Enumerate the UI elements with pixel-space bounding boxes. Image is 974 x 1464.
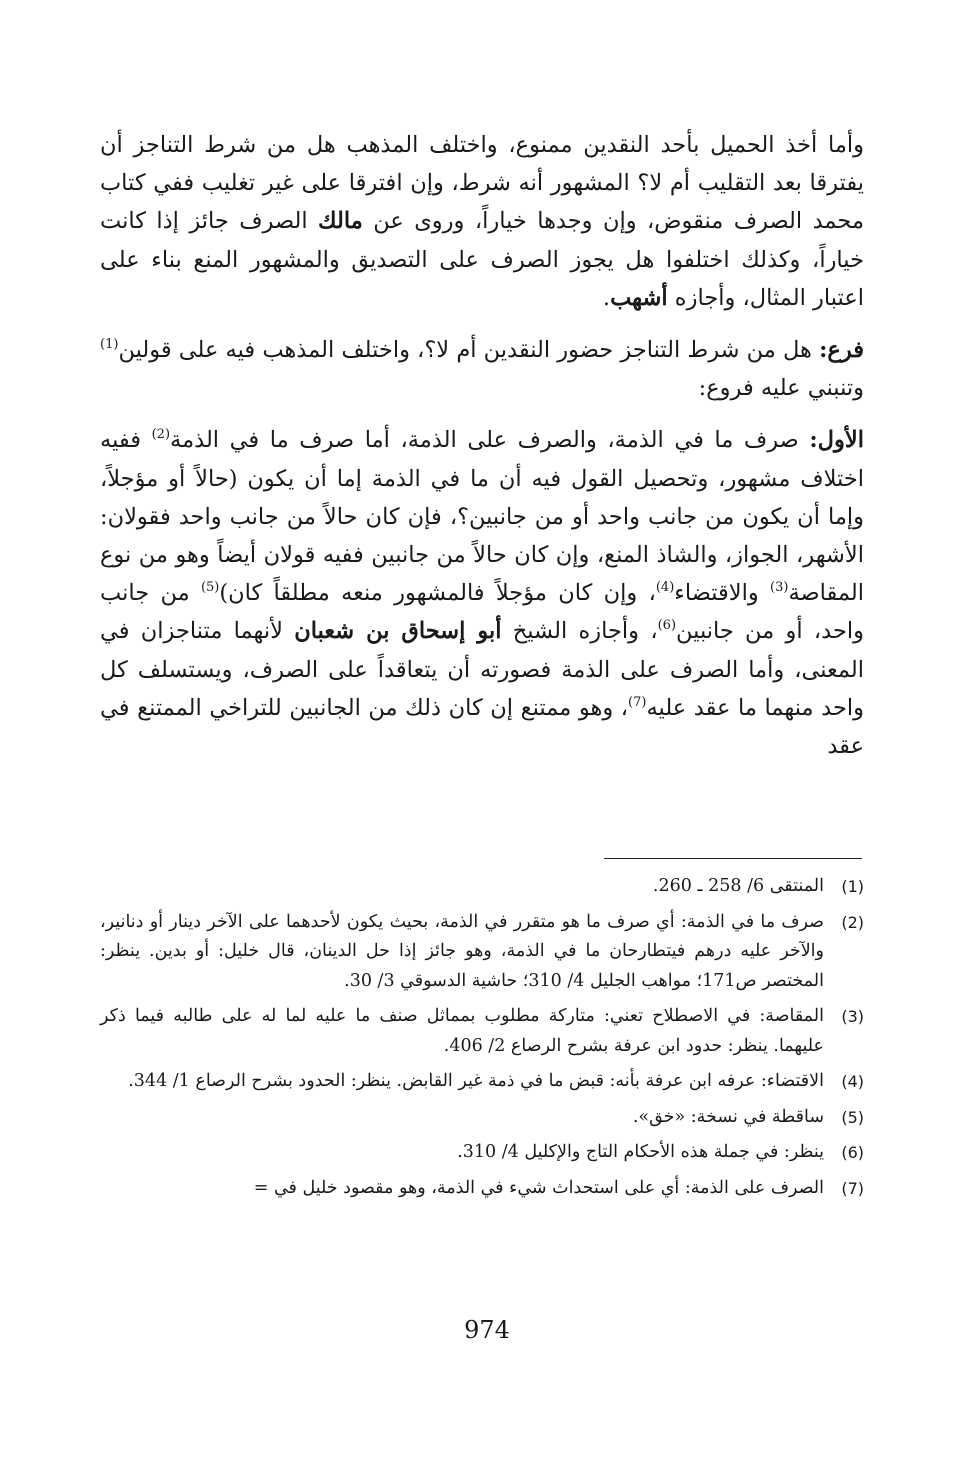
footnote-ref[interactable]: (5) [200, 580, 220, 596]
footnote-ref[interactable]: (3) [770, 580, 789, 596]
footnote-text: المقاصة: في الاصطلاح تعني: متاركة مطلوب بمماثل صنف ما عليه لما له على طالبه فيما ذكر عليهما. ينظر: حدود ابن عرفة بشرح الرصاع 2/ 406. [100, 1006, 824, 1056]
footnote-item [100, 1067, 864, 1097]
footnote-item [100, 1138, 864, 1168]
text-run: ، وأجازه الشيخ [501, 618, 658, 645]
footnote-item [100, 908, 864, 997]
text-run: لأنهما متناجزان في المعنى، وأما الصرف على الذمة فصورته أن يتعاقداً على الصرف، ويستسلف كل واحد منهما ما عقد عليه [100, 618, 864, 721]
footnote-number: (2) [841, 912, 864, 932]
text-run: وتنبني عليه فروع: [698, 375, 864, 402]
text-run: وأما أخذ الحميل بأحد النقدين ممنوع، واختلف المذهب هل من شرط التناجز أن يفترقا بعد التقليب أم لا؟ المشهور أنه شرط، وإن افترقا على غير تغليب ففي كتاب محمد الصرف منقوض، وإن وجدها خياراً، وروى عن [100, 132, 864, 235]
footnote-ref[interactable]: (4) [655, 580, 675, 596]
footnote-number: (1) [841, 877, 864, 896]
paragraph-2 [100, 331, 864, 407]
text-run: ، وإن كان مؤجلاً فالمشهور منعه مطلقاً كان) [219, 580, 656, 607]
text-run: الصرف جائز إذا كانت خياراً، وكذلك اختلفوا هل يجوز الصرف على التصديق والمشهور المنع بناء على اعتبار المثال، وأجازه [100, 208, 864, 311]
text-run: من جانب واحد، أو من جانبين [100, 580, 864, 645]
section-lead: الأول: [809, 427, 864, 454]
bold-name: مالك [318, 208, 363, 235]
footnote-text: صرف ما في الذمة: أي صرف ما هو متقرر في الذمة، بحيث يكون لأحدهما على الآخر دينار أو دنانير، والآخر عليه درهم فيتطارحان ما في الذمة، وهو جائز إذا حل الدينان، قال خليل: أو بدين. ينظر: المختصر ص171؛ مواهب الجليل 4/ 310؛ حاشية الدسوقي 3/ 30. [100, 911, 824, 991]
page-number: 974 [464, 1316, 510, 1344]
footnote-text: الاقتضاء: عرفه ابن عرفة بأنه: قبض ما في ذمة غير القابض. ينظر: الحدود بشرح الرصاع 1/ 344. [128, 1071, 824, 1091]
footnote-item [100, 1103, 864, 1133]
footnote-number: (7) [841, 1178, 864, 1198]
main-text [100, 126, 864, 765]
bold-name: أشهب [610, 284, 668, 311]
text-run: . [602, 284, 611, 311]
footnote-ref[interactable]: (2) [151, 427, 171, 443]
footnote-number: (3) [841, 1007, 864, 1026]
footnote-number: (4) [841, 1072, 864, 1091]
footnote-number: (6) [841, 1143, 864, 1162]
text-run: صرف ما في الذمة، والصرف على الذمة، أما صرف ما في الذمة [170, 427, 810, 454]
text-run: والاقتضاء [674, 580, 771, 607]
footnote-item [100, 872, 864, 902]
footnote-text: ساقطة في نسخة: «خق». [632, 1106, 824, 1127]
paragraph-1 [100, 126, 864, 317]
footnote-ref[interactable]: (6) [657, 618, 677, 634]
footnote-text: الصرف على الذمة: أي على استحداث شيء في الذمة، وهو مقصود خليل في = [253, 1177, 824, 1198]
paragraph-3 [100, 421, 864, 765]
bold-name: أبو إسحاق بن شعبان [294, 618, 502, 645]
text-run: هل من شرط التناجز حضور النقدين أم لا؟، واختلف المذهب فيه على قولين [118, 337, 820, 364]
section-lead: فرع: [819, 337, 864, 364]
footnotes-section [100, 872, 864, 1209]
text-run: ففيه اختلاف مشهور، وتحصيل القول فيه أن ما في الذمة إما أن يكون (حالاً أو مؤجلاً، وإما أن يكون من جانب واحد أو من جانبين؟، فإن كان حالاً من جانب واحد فقولان: الأشهر، الجواز، والشاذ المنع، وإن كان حالاً من جانبين ففيه قولان أيضاً وهو من نوع المقاصة [100, 427, 865, 607]
footnote-item [100, 1002, 864, 1061]
footnote-ref[interactable]: (7) [628, 694, 647, 710]
footnote-text: ينظر: في جملة هذه الأحكام التاج والإكليل 4/ 310. [457, 1142, 824, 1162]
footnote-number: (5) [841, 1107, 864, 1127]
footnote-text: المنتقى 6/ 258 ـ 260. [652, 876, 824, 896]
text-run: ، وهو ممتنع إن كان ذلك من الجانبين للتراخي الممتنع في عقد [100, 694, 864, 760]
footnote-item [100, 1174, 864, 1204]
footnote-divider [604, 858, 862, 859]
footnote-ref[interactable]: (1) [100, 337, 119, 353]
